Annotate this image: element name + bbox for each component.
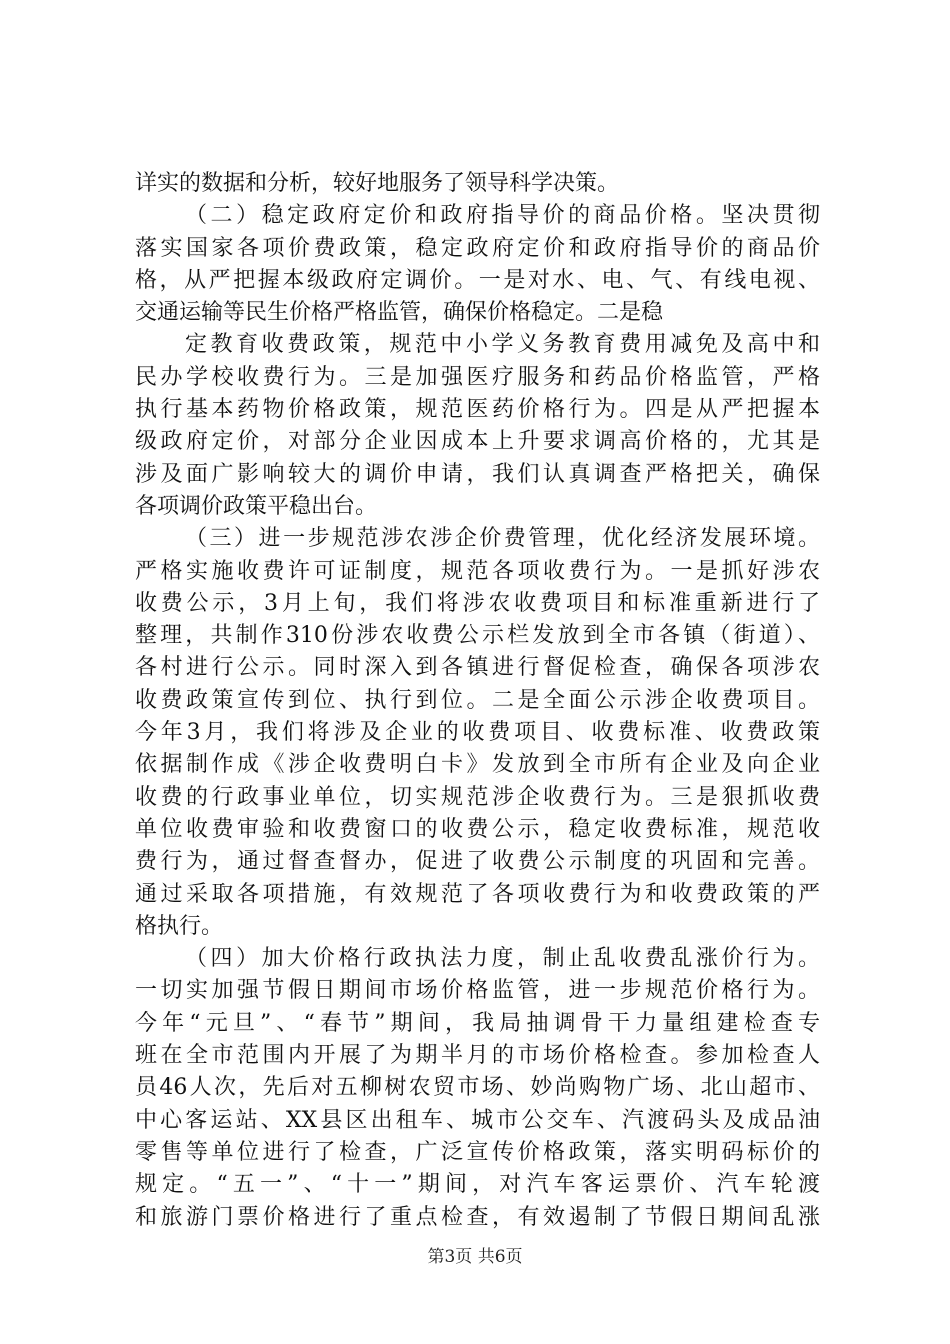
- text-line: 单位收费审验和收费窗口的收费公示，稳定收费标准，规范收: [135, 816, 820, 842]
- text-line: 员46人次，先后对五柳树农贸市场、妙尚购物广场、北山超市、: [135, 1075, 820, 1101]
- text-line: 费行为，通过督查督办，促进了收费公示制度的巩固和完善。: [135, 849, 820, 875]
- text-line: 级政府定价，对部分企业因成本上升要求调高价格的，尤其是: [135, 429, 820, 455]
- text-line: 民办学校收费行为。三是加强医疗服务和药品价格监管，严格: [135, 364, 820, 390]
- text-line: （二）稳定政府定价和政府指导价的商品价格。坚决贯彻: [185, 203, 820, 229]
- text-line: 零售等单位进行了检查，广泛宣传价格政策，落实明码标价的: [135, 1139, 820, 1165]
- text-line: 一切实加强节假日期间市场价格监管，进一步规范价格行为。: [135, 978, 820, 1004]
- text-line: 执行基本药物价格政策，规范医药价格行为。四是从严把握本: [135, 397, 820, 423]
- text-line: 落实国家各项价费政策，稳定政府定价和政府指导价的商品价: [135, 235, 820, 261]
- text-line: 格，从严把握本级政府定调价。一是对水、电、气、有线电视、: [135, 267, 820, 293]
- text-line: 今年“元旦”、“春节”期间，我局抽调骨干力量组建检查专: [135, 1010, 820, 1036]
- text-line: 整理，共制作310份涉农收费公示栏发放到全市各镇（街道）、: [135, 623, 820, 649]
- text-line: 收费政策宣传到位、执行到位。二是全面公示涉企收费项目。: [135, 687, 820, 713]
- text-line: 各村进行公示。同时深入到各镇进行督促检查，确保各项涉农: [135, 655, 820, 681]
- text-line: 详实的数据和分析，较好地服务了领导科学决策。: [135, 171, 620, 196]
- text-line: 依据制作成《涉企收费明白卡》发放到全市所有企业及向企业: [135, 752, 820, 778]
- document-body: [135, 168, 820, 1234]
- text-line: 班在全市范围内开展了为期半月的市场价格检查。参加检查人: [135, 1043, 820, 1069]
- text-line: （四）加大价格行政执法力度，制止乱收费乱涨价行为。: [185, 946, 820, 972]
- text-line: （三）进一步规范涉农涉企价费管理，优化经济发展环境。: [185, 526, 820, 552]
- text-line: 定教育收费政策，规范中小学义务教育费用减免及高中和: [185, 332, 820, 358]
- text-line: 严格实施收费许可证制度，规范各项收费行为。一是抓好涉农: [135, 558, 820, 584]
- text-line: 收费的行政事业单位，切实规范涉企收费行为。三是狠抓收费: [135, 784, 820, 810]
- text-line: 格执行。: [135, 913, 224, 939]
- text-line: 交通运输等民生价格严格监管，确保价格稳定。二是稳: [135, 300, 664, 326]
- text-line: 今年3月，我们将涉及企业的收费项目、收费标准、收费政策: [135, 720, 820, 746]
- text-line: 规定。“五一”、“十一”期间，对汽车客运票价、汽车轮渡: [135, 1172, 820, 1198]
- text-line: 和旅游门票价格进行了重点检查，有效遏制了节假日期间乱涨: [135, 1204, 820, 1230]
- text-line: 收费公示，3月上旬，我们将涉农收费项目和标准重新进行了: [135, 590, 820, 616]
- page-footer: 第3页 共6页: [427, 1247, 523, 1267]
- text-line: 通过采取各项措施，有效规范了各项收费行为和收费政策的严: [135, 881, 820, 907]
- text-line: 各项调价政策平稳出台。: [135, 493, 378, 519]
- text-line: 涉及面广影响较大的调价申请，我们认真调查严格把关，确保: [135, 461, 820, 487]
- text-line: 中心客运站、XX县区出租车、城市公交车、汽渡码头及成品油: [135, 1107, 820, 1133]
